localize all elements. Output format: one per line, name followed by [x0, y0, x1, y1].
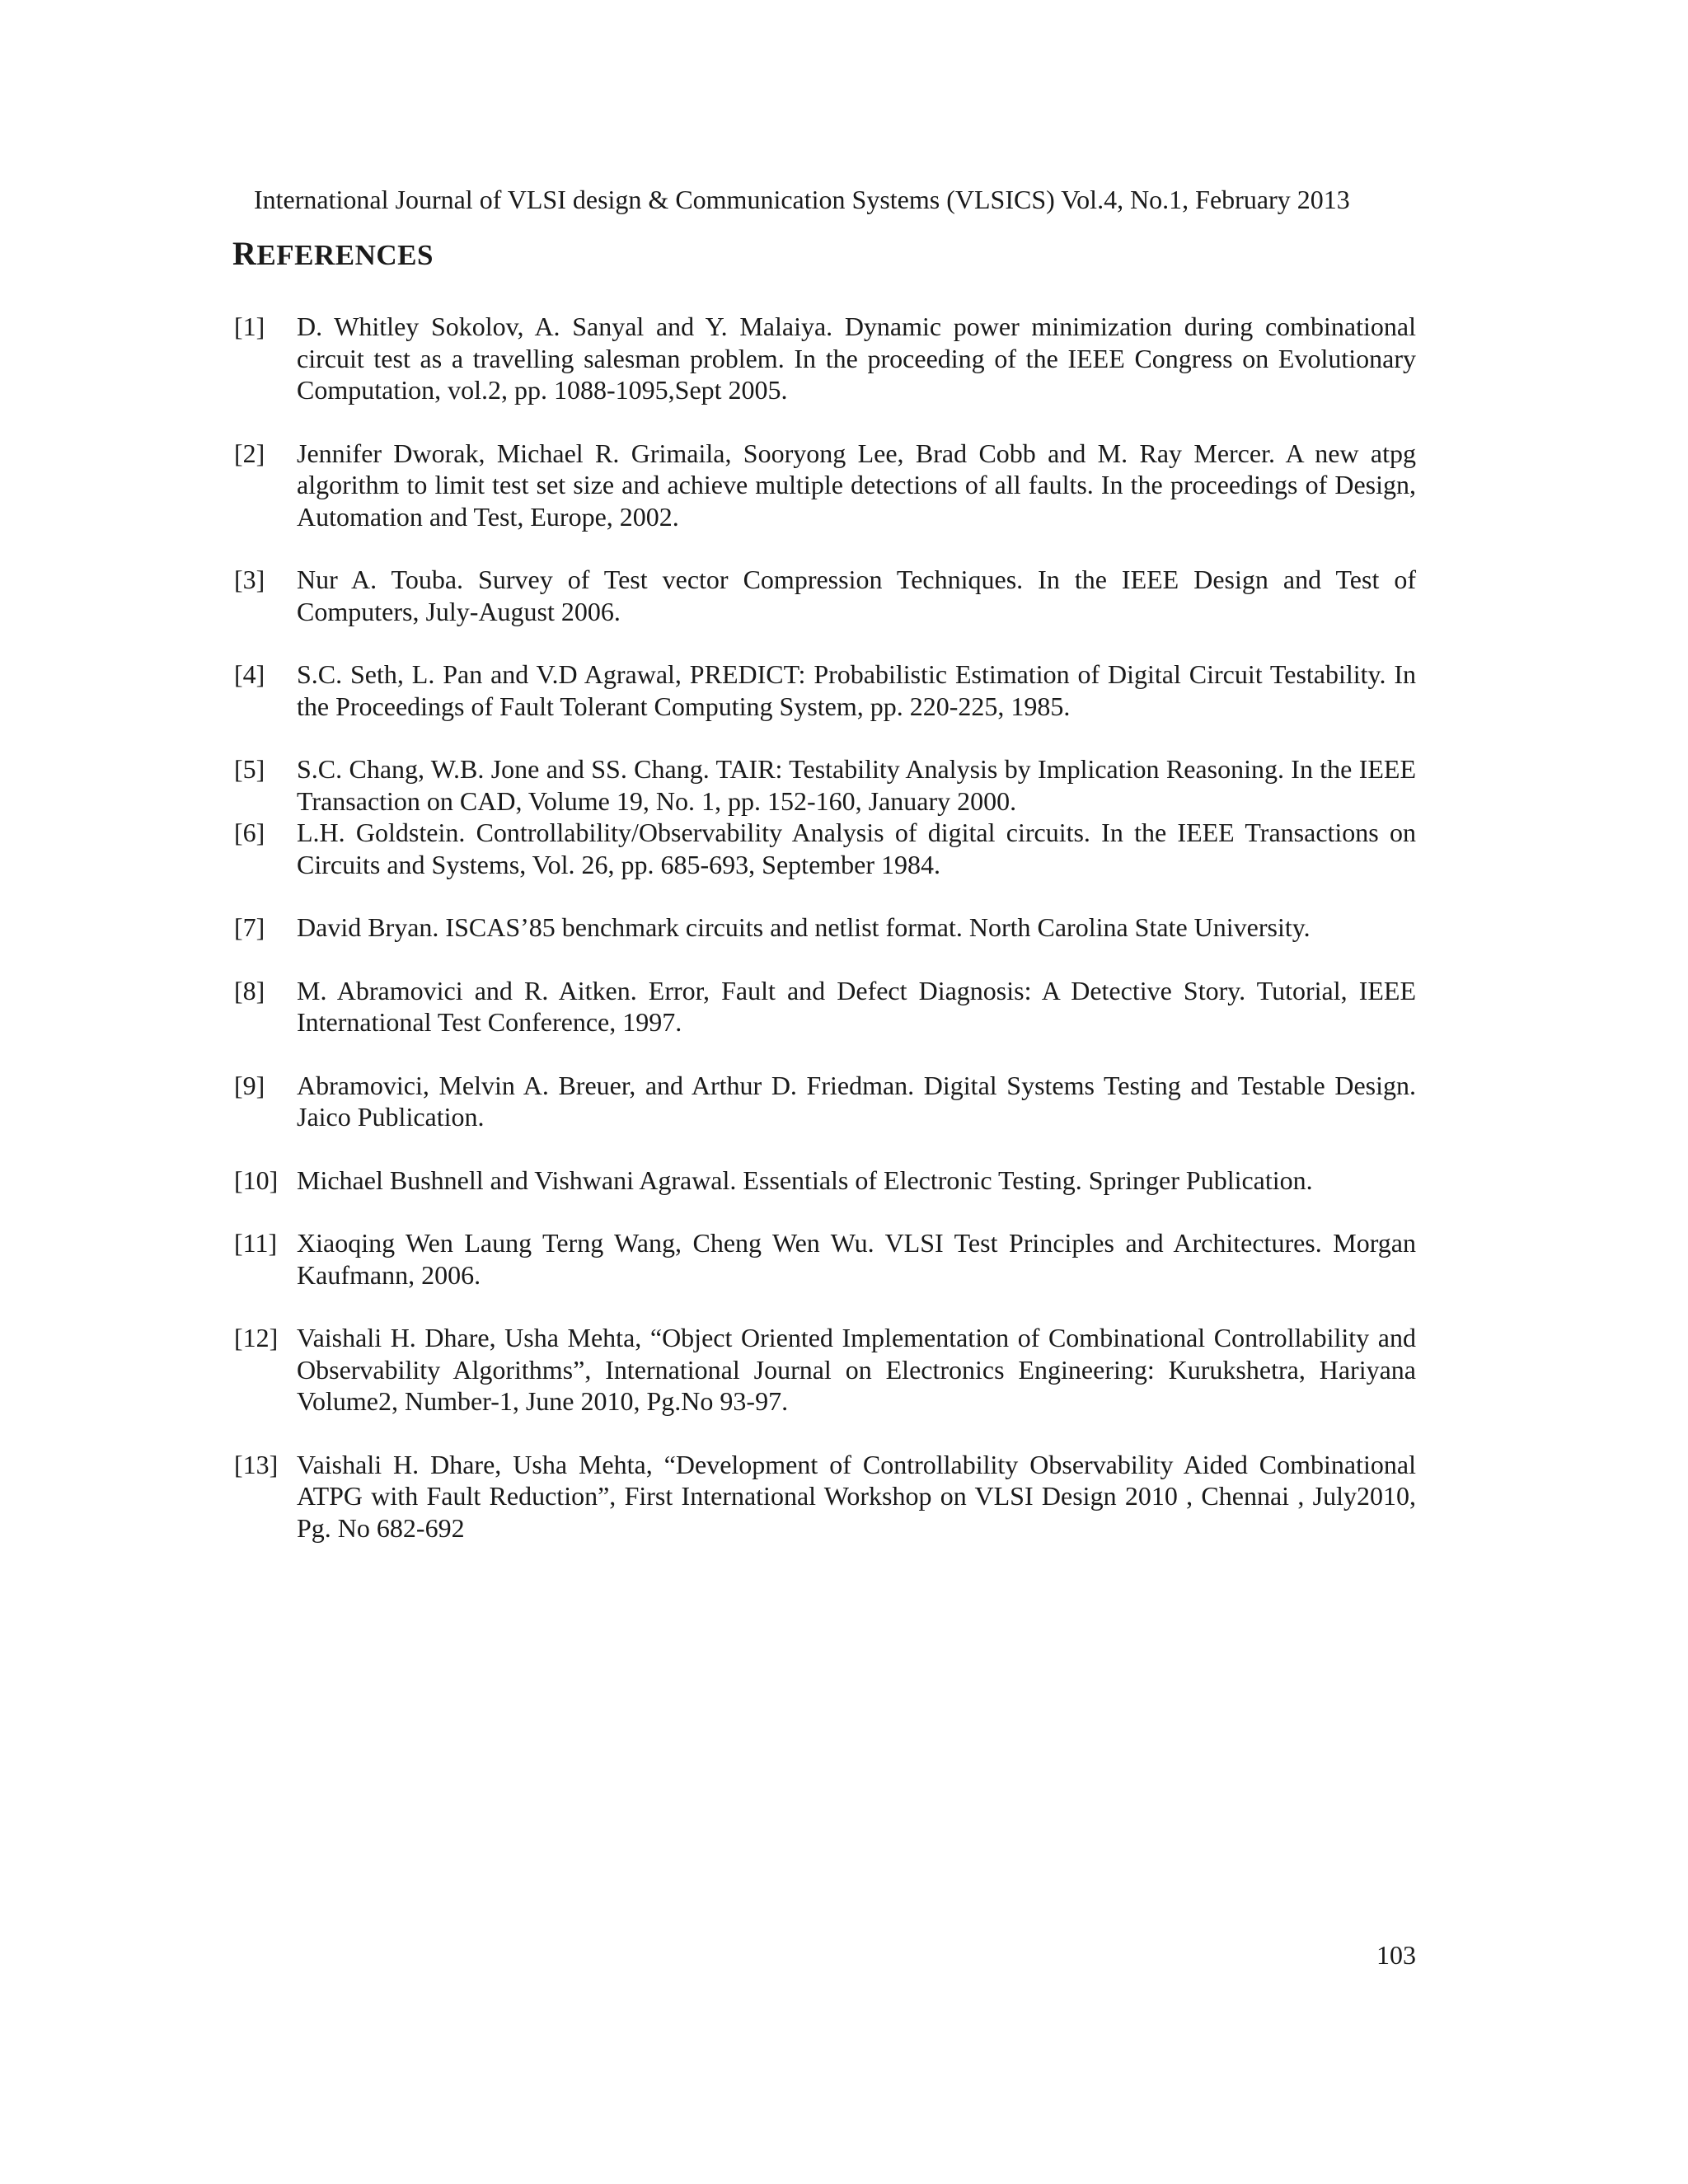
reference-number: [12]: [234, 1323, 279, 1352]
reference-item: [232, 564, 1416, 627]
reference-item: [232, 753, 1416, 817]
reference-number: [7]: [234, 912, 265, 942]
reference-item: [232, 438, 1416, 533]
reference-item: [232, 658, 1416, 722]
reference-item: [232, 817, 1416, 880]
reference-item: [232, 912, 1416, 944]
reference-text: Xiaoqing Wen Laung Terng Wang, Cheng Wen Wu. VLSI Test Principles and Architectures. Morgan Kaufmann, 2006.: [297, 1228, 1416, 1290]
section-heading: [232, 236, 434, 274]
running-header: International Journal of VLSI design & Communication Systems (VLSICS) Vol.4, No.1, February 2013: [254, 185, 1350, 214]
reference-text: Nur A. Touba. Survey of Test vector Compression Techniques. In the IEEE Design and Test of Computers, July-August 2006.: [297, 565, 1416, 626]
reference-number: [5]: [234, 754, 265, 784]
reference-text: Jennifer Dworak, Michael R. Grimaila, Sooryong Lee, Brad Cobb and M. Ray Mercer. A new atpg algorithm to limit test set size and achieve multiple detections of all faults. In the proceedings of Design, Automation and Test, Europe, 2002.: [297, 438, 1416, 532]
reference-item: [232, 1165, 1416, 1197]
reference-item: [232, 1449, 1416, 1544]
reference-text: Michael Bushnell and Vishwani Agrawal. Essentials of Electronic Testing. Springer Publication.: [297, 1165, 1313, 1195]
reference-number: [8]: [234, 975, 265, 1005]
reference-item: [232, 1070, 1416, 1133]
reference-number: [4]: [234, 659, 265, 689]
reference-item: [232, 311, 1416, 406]
reference-number: [2]: [234, 438, 265, 468]
page-number: 103: [1376, 1940, 1416, 1970]
reference-text: D. Whitley Sokolov, A. Sanyal and Y. Malaiya. Dynamic power minimization during combinational circuit test as a travelling salesman problem. In the proceeding of the IEEE Congress on Evolutionary Computation, vol.2, pp. 1088-1095,Sept 2005.: [297, 312, 1416, 405]
reference-text: David Bryan. ISCAS’85 benchmark circuits and netlist format. North Carolina State University.: [297, 912, 1311, 942]
reference-text: S.C. Chang, W.B. Jone and SS. Chang. TAIR: Testability Analysis by Implication Reasoning. In the IEEE Transaction on CAD, Volume 19, No. 1, pp. 152-160, January 2000.: [297, 754, 1416, 816]
reference-text: L.H. Goldstein. Controllability/Observability Analysis of digital circuits. In the IEEE Transactions on Circuits and Systems, Vol. 26, pp. 685-693, September 1984.: [297, 818, 1416, 879]
reference-text: Vaishali H. Dhare, Usha Mehta, “Object Oriented Implementation of Combinational Controllability and Observability Algorithms”, International Journal on Electronics Engineering: Kurukshetra, Hariyana Volume2, Number-1, June 2010, Pg.No 93-97.: [297, 1323, 1416, 1416]
reference-number: [1]: [234, 312, 265, 341]
reference-number: [11]: [234, 1228, 278, 1258]
reference-text: M. Abramovici and R. Aitken. Error, Fault and Defect Diagnosis: A Detective Story. Tutorial, IEEE International Test Conference, 1997.: [297, 975, 1416, 1037]
reference-item: [232, 1227, 1416, 1291]
reference-item: [232, 1322, 1416, 1418]
reference-number: [9]: [234, 1070, 265, 1100]
reference-text: Abramovici, Melvin A. Breuer, and Arthur D. Friedman. Digital Systems Testing and Testable Design. Jaico Publication.: [297, 1070, 1416, 1132]
reference-text: Vaishali H. Dhare, Usha Mehta, “Development of Controllability Observability Aided Combinational ATPG with Fault Reduction”, First International Workshop on VLSI Design 2010 , Chennai , July2010, Pg. No 682-692: [297, 1449, 1416, 1543]
reference-text: S.C. Seth, L. Pan and V.D Agrawal, PREDICT: Probabilistic Estimation of Digital Circuit Testability. In the Proceedings of Fault Tolerant Computing System, pp. 220-225, 1985.: [297, 659, 1416, 721]
reference-number: [6]: [234, 818, 265, 847]
reference-list: [232, 311, 1416, 1575]
section-heading-initial: R: [232, 235, 257, 272]
reference-number: [3]: [234, 565, 265, 594]
section-heading-rest: EFERENCES: [256, 239, 434, 271]
reference-number: [10]: [234, 1165, 279, 1195]
reference-number: [13]: [234, 1449, 279, 1479]
reference-item: [232, 975, 1416, 1038]
